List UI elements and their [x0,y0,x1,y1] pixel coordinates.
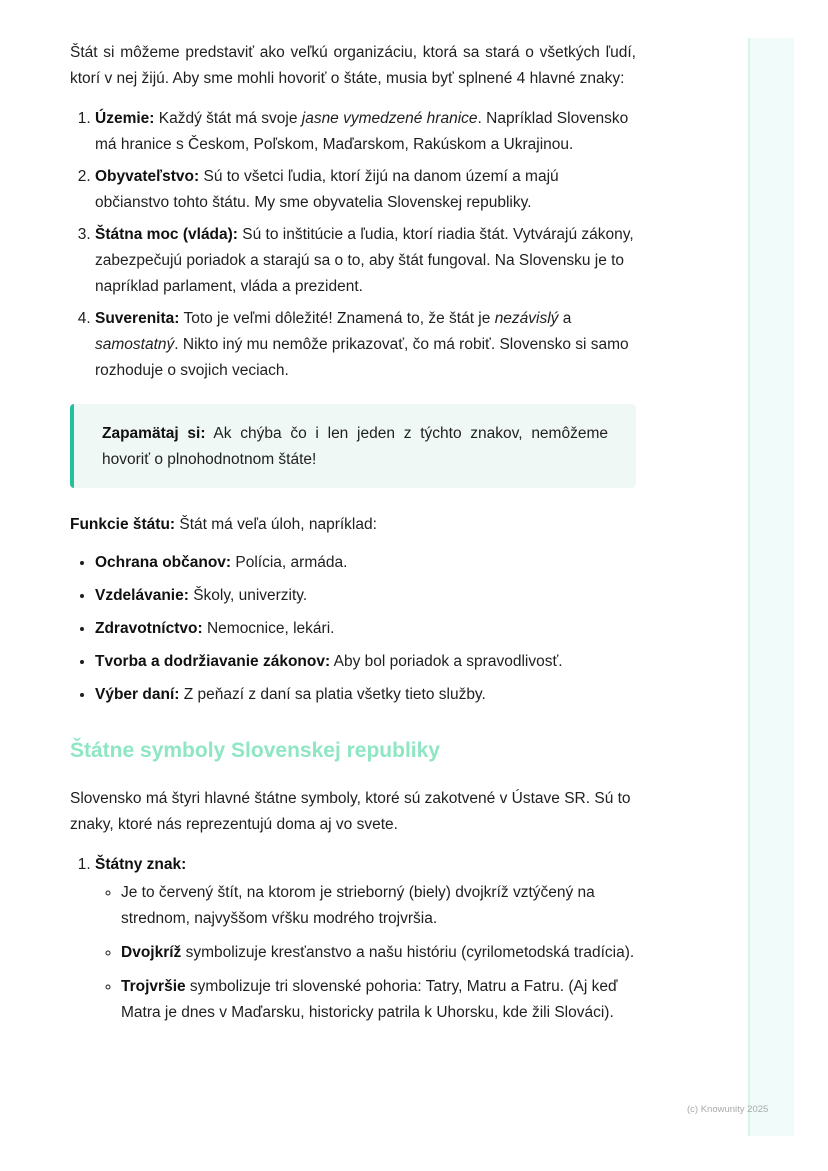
list-item [95,682,636,708]
sign-text: Sú to všetci ľudia, ktorí žijú na danom území a majú občianstvo tohto štátu. My sme obyvatelia Slovenskej republiky. [95,168,559,211]
list-item [95,222,636,300]
bullet-term: Dvojkríž [121,944,182,961]
symbol-title: Štátny znak: [95,856,187,873]
callout-text: Ak chýba čo i len jeden z týchto znakov, nemôžeme hovoriť o plnohodnotnom štáte! [102,425,608,468]
sign-text: Sú to inštitúcie a ľudia, ktorí riadia štát. Vytvárajú zákony, zabezpečujú poriadok a starajú sa o to, aby štát fungoval. Na Slovensku je to napríklad parlament, vláda a prezident. [95,226,634,295]
list-item [95,852,636,1026]
list-item [95,583,636,609]
callout-label: Zapamätaj si: [102,425,206,442]
bullet-text: symbolizuje kresťanstvo a našu históriu (cyrilometodská tradícia). [181,944,635,961]
list-item [95,306,636,384]
bullet-text: symbolizuje tri slovenské pohoria: Tatry, Matru a Fatru. (Aj keď Matra je dnes v Maďarsku, historicky patrila k Uhorsku, kde žili Slováci). [121,978,618,1021]
list-item [121,880,636,932]
sign-text: . Napríklad Slovensko má hranice s Českom, Poľskom, Maďarskom, Rakúskom a Ukrajinou. [95,110,629,153]
functions-intro [70,512,636,538]
function-text: Z peňazí z daní sa platia všetky tieto služby. [179,686,486,703]
bullet-text: Je to červený štít, na ktorom je strieborný (biely) dvojkríž vztýčený na strednom, najvyššom vŕšku modrého trojvršia. [121,884,595,927]
watermark: (c) Knowunity 2025 [687,1104,769,1115]
function-term: Vzdelávanie: [95,587,189,604]
document-content [70,40,636,1034]
list-item [95,106,636,158]
function-text: Aby bol poriadok a spravodlivosť. [330,653,563,670]
side-strip [748,38,794,1136]
list-item [95,616,636,642]
functions-label: Funkcie štátu: [70,516,176,533]
symbols-intro: Slovensko má štyri hlavné štátne symboly, ktoré sú zakotvené v Ústave SR. Sú to znaky, ktoré nás reprezentujú doma aj vo svete. [70,790,631,833]
sign-text: a [558,310,572,327]
function-term: Tvorba a dodržiavanie zákonov: [95,653,331,670]
sign-text: Každý štát má svoje [154,110,302,127]
function-text: Nemocnice, lekári. [202,620,335,637]
sign-term: Štátna moc (vláda): [95,226,238,243]
sign-text: Toto je veľmi dôležité! Znamená to, že štát je [179,310,495,327]
list-item [95,164,636,216]
state-signs-list [70,106,636,384]
function-text: Školy, univerzity. [188,587,308,604]
list-item [95,649,636,675]
sign-term: Územie: [95,110,155,127]
sign-emphasis: samostatný [95,336,175,353]
function-text: Polícia, armáda. [231,554,348,571]
sign-term: Obyvateľstvo: [95,168,200,185]
sign-text: . Nikto iný mu nemôže prikazovať, čo má robiť. Slovensko si samo rozhoduje o svojich veciach. [95,336,629,379]
list-item [95,550,636,576]
symbols-list [70,852,636,1026]
function-term: Výber daní: [95,686,180,703]
sign-emphasis: jasne vymedzené hranice [301,110,478,127]
section-heading: Štátne symboly Slovenskej republiky [70,739,440,762]
symbol-bullets [95,880,636,1026]
functions-list [70,550,636,708]
intro-paragraph: Štát si môžeme predstaviť ako veľkú organizáciu, ktorá sa stará o všetkých ľudí, ktorí v nej žijú. Aby sme mohli hovoriť o štáte, musia byť splnené 4 hlavné znaky: [70,44,636,87]
function-term: Ochrana občanov: [95,554,232,571]
bullet-term: Trojvršie [121,978,186,995]
sign-term: Suverenita: [95,310,180,327]
remember-callout [70,404,636,488]
functions-intro-text: Štát má veľa úloh, napríklad: [175,516,377,533]
list-item [121,940,636,966]
function-term: Zdravotníctvo: [95,620,203,637]
sign-emphasis: nezávislý [494,310,559,327]
list-item [121,974,636,1026]
